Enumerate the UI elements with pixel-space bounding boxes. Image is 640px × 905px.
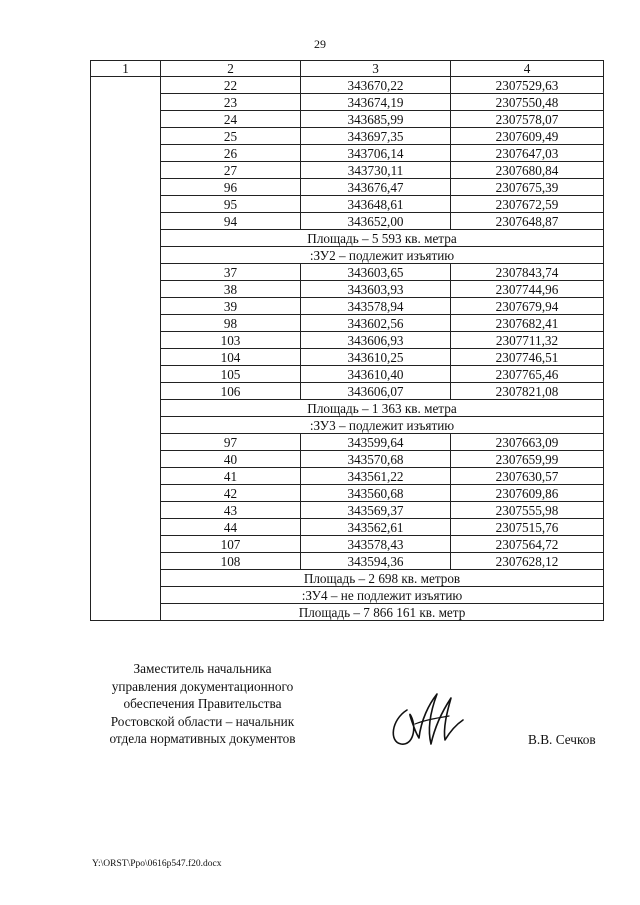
table-row	[91, 213, 604, 230]
x-coordinate: 343730,11	[301, 162, 451, 179]
table-row	[91, 77, 604, 94]
table-row	[91, 519, 604, 536]
point-number: 41	[161, 468, 301, 485]
y-coordinate: 2307647,03	[451, 145, 604, 162]
point-number: 43	[161, 502, 301, 519]
y-coordinate: 2307648,87	[451, 213, 604, 230]
x-coordinate: 343602,56	[301, 315, 451, 332]
table-row	[91, 162, 604, 179]
point-number: 94	[161, 213, 301, 230]
x-coordinate: 343560,68	[301, 485, 451, 502]
point-number: 95	[161, 196, 301, 213]
point-number: 27	[161, 162, 301, 179]
x-coordinate: 343674,19	[301, 94, 451, 111]
y-coordinate: 2307675,39	[451, 179, 604, 196]
col-1-merged-cell	[91, 77, 161, 621]
point-number: 103	[161, 332, 301, 349]
point-number: 98	[161, 315, 301, 332]
y-coordinate: 2307555,98	[451, 502, 604, 519]
y-coordinate: 2307765,46	[451, 366, 604, 383]
handwritten-signature	[385, 680, 465, 760]
table-row	[91, 434, 604, 451]
table-header-row	[91, 61, 604, 77]
point-number: 25	[161, 128, 301, 145]
table-row	[91, 468, 604, 485]
x-coordinate: 343685,99	[301, 111, 451, 128]
point-number: 108	[161, 553, 301, 570]
parcel-label: :ЗУ4 – не подлежит изъятию	[161, 587, 604, 604]
table-row	[91, 145, 604, 162]
x-coordinate: 343606,07	[301, 383, 451, 400]
point-number: 26	[161, 145, 301, 162]
area-text: Площадь – 2 698 кв. метров	[161, 570, 604, 587]
signer-name: В.В. Сечков	[528, 732, 596, 747]
table-row	[91, 111, 604, 128]
table-row	[91, 332, 604, 349]
x-coordinate: 343610,25	[301, 349, 451, 366]
parcel-label-row	[91, 417, 604, 434]
point-number: 96	[161, 179, 301, 196]
total-area-row	[91, 604, 604, 621]
y-coordinate: 2307659,99	[451, 451, 604, 468]
point-number: 97	[161, 434, 301, 451]
header-col-2: 2	[161, 61, 301, 77]
x-coordinate: 343578,94	[301, 298, 451, 315]
area-text: Площадь – 5 593 кв. метра	[161, 230, 604, 247]
y-coordinate: 2307744,96	[451, 281, 604, 298]
table-row	[91, 366, 604, 383]
parcel-label: :ЗУ3 – подлежит изъятию	[161, 417, 604, 434]
x-coordinate: 343603,93	[301, 281, 451, 298]
point-number: 39	[161, 298, 301, 315]
coordinates-table	[90, 60, 604, 621]
x-coordinate: 343648,61	[301, 196, 451, 213]
table-row	[91, 128, 604, 145]
y-coordinate: 2307515,76	[451, 519, 604, 536]
y-coordinate: 2307609,86	[451, 485, 604, 502]
point-number: 40	[161, 451, 301, 468]
table-row	[91, 451, 604, 468]
x-coordinate: 343599,64	[301, 434, 451, 451]
area-row	[91, 400, 604, 417]
signatory-title-line: управления документационного	[111, 678, 294, 694]
y-coordinate: 2307711,32	[451, 332, 604, 349]
point-number: 44	[161, 519, 301, 536]
x-coordinate: 343706,14	[301, 145, 451, 162]
x-coordinate: 343652,00	[301, 213, 451, 230]
area-row	[91, 570, 604, 587]
table-row	[91, 196, 604, 213]
header-col-3: 3	[301, 61, 451, 77]
point-number: 24	[161, 111, 301, 128]
table-row	[91, 264, 604, 281]
x-coordinate: 343561,22	[301, 468, 451, 485]
table-body	[91, 77, 604, 621]
point-number: 23	[161, 94, 301, 111]
y-coordinate: 2307628,12	[451, 553, 604, 570]
point-number: 104	[161, 349, 301, 366]
y-coordinate: 2307746,51	[451, 349, 604, 366]
point-number: 42	[161, 485, 301, 502]
table-row	[91, 485, 604, 502]
point-number: 22	[161, 77, 301, 94]
y-coordinate: 2307680,84	[451, 162, 604, 179]
parcel-label-row	[91, 587, 604, 604]
y-coordinate: 2307663,09	[451, 434, 604, 451]
x-coordinate: 343670,22	[301, 77, 451, 94]
signatory-title-line: отдела нормативных документов	[109, 731, 296, 746]
y-coordinate: 2307550,48	[451, 94, 604, 111]
y-coordinate: 2307682,41	[451, 315, 604, 332]
y-coordinate: 2307529,63	[451, 77, 604, 94]
signatory-title-line: Заместитель начальника	[133, 661, 272, 676]
parcel-label-row	[91, 247, 604, 264]
file-path: Y:\ORST\Ppo\0616p547.f20.docx	[92, 859, 222, 869]
parcel-label: :ЗУ2 – подлежит изъятию	[161, 247, 604, 264]
x-coordinate: 343569,37	[301, 502, 451, 519]
y-coordinate: 2307578,07	[451, 111, 604, 128]
table-row	[91, 315, 604, 332]
x-coordinate: 343610,40	[301, 366, 451, 383]
total-area-text: Площадь – 7 866 161 кв. метр	[161, 604, 604, 621]
x-coordinate: 343562,61	[301, 519, 451, 536]
point-number: 105	[161, 366, 301, 383]
signatory-title-line: обеспечения Правительства	[123, 696, 282, 711]
y-coordinate: 2307843,74	[451, 264, 604, 281]
x-coordinate: 343606,93	[301, 332, 451, 349]
point-number: 38	[161, 281, 301, 298]
x-coordinate: 343594,36	[301, 553, 451, 570]
signatory-title-line: Ростовской области – начальник	[110, 713, 295, 729]
x-coordinate: 343697,35	[301, 128, 451, 145]
table-row	[91, 553, 604, 570]
x-coordinate: 343570,68	[301, 451, 451, 468]
y-coordinate: 2307564,72	[451, 536, 604, 553]
area-text: Площадь – 1 363 кв. метра	[161, 400, 604, 417]
header-col-1: 1	[91, 61, 161, 77]
table-row	[91, 179, 604, 196]
x-coordinate: 343603,65	[301, 264, 451, 281]
y-coordinate: 2307609,49	[451, 128, 604, 145]
table-row	[91, 298, 604, 315]
point-number: 107	[161, 536, 301, 553]
table-row	[91, 502, 604, 519]
signatory-title	[95, 660, 310, 748]
y-coordinate: 2307630,57	[451, 468, 604, 485]
y-coordinate: 2307821,08	[451, 383, 604, 400]
point-number: 37	[161, 264, 301, 281]
header-col-4: 4	[451, 61, 604, 77]
point-number: 106	[161, 383, 301, 400]
page-number: 29	[314, 37, 326, 51]
table-row	[91, 536, 604, 553]
table-row	[91, 349, 604, 366]
y-coordinate: 2307679,94	[451, 298, 604, 315]
area-row	[91, 230, 604, 247]
table-row	[91, 281, 604, 298]
x-coordinate: 343578,43	[301, 536, 451, 553]
table-row	[91, 383, 604, 400]
x-coordinate: 343676,47	[301, 179, 451, 196]
y-coordinate: 2307672,59	[451, 196, 604, 213]
table-row	[91, 94, 604, 111]
